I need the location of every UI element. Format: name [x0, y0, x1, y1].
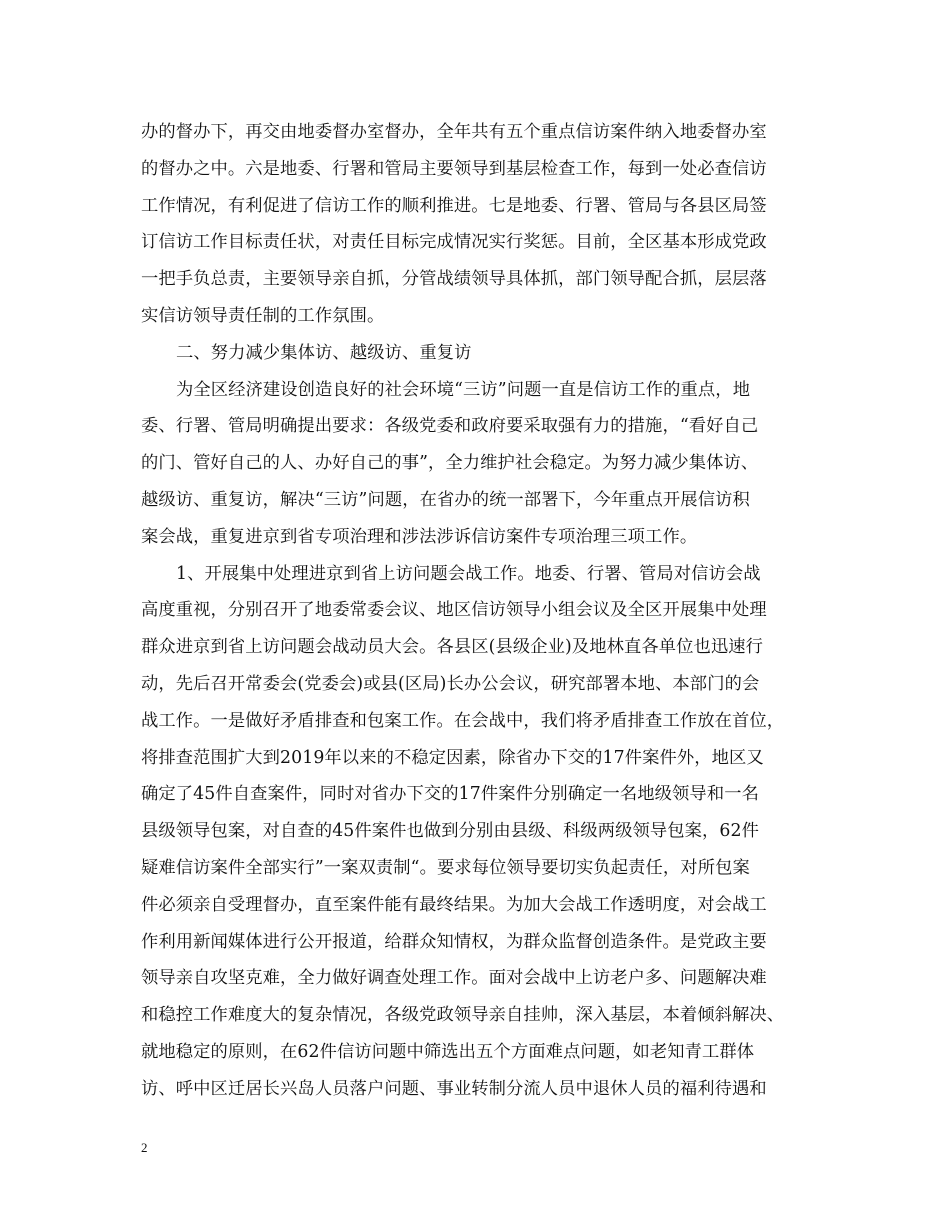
text-line: 动，先后召开常委会(党委会)或县(区局)长办公会议，研究部署本地、本部门的会 — [141, 673, 760, 694]
text-line: 实信访领导责任制的工作氛围。 — [141, 305, 385, 326]
section-heading: 二、努力减少集体访、越级访、重复访 — [176, 342, 472, 363]
text-line: 将排查范围扩大到2019年以来的不稳定因素，除省办下交的17件案件外，地区又 — [141, 747, 764, 768]
text-line: 越级访、重复访，解决“三访”问题，在省办的统一部署下，今年重点开展信访积 — [141, 489, 750, 510]
text-line: 疑难信访案件全部实行”一案双责制“。要求每位领导要切实负起责任，对所包案 — [141, 857, 750, 878]
text-line: 工作情况，有利促进了信访工作的顺利推进。七是地委、行署、管局与各县区局签 — [141, 195, 767, 216]
text-line: 作利用新闻媒体进行公开报道，给群众知情权，为群众监督创造条件。是党政主要 — [141, 931, 767, 952]
body-text — [141, 114, 821, 1108]
text-line: 案会战，重复进京到省专项治理和涉法涉诉信访案件专项治理三项工作。 — [141, 526, 698, 547]
text-line: 领导亲自攻坚克难，全力做好调查处理工作。面对会战中上访老户多、问题解决难 — [141, 968, 767, 989]
text-line: 访、呼中区迁居长兴岛人员落户问题、事业转制分流人员中退休人员的福利待遇和 — [141, 1078, 767, 1099]
text-line: 群众进京到省上访问题会战动员大会。各县区(县级企业)及地林直各单位也迅速行 — [141, 637, 764, 658]
text-line: 办的督办下，再交由地委督办室督办，全年共有五个重点信访案件纳入地委督办室 — [141, 122, 767, 142]
text-line: 县级领导包案，对自查的45件案件也做到分别由县级、科级两级领导包案，62件 — [141, 821, 759, 842]
page-number: 2 — [141, 1140, 148, 1155]
text-line: 委、行署、管局明确提出要求：各级党委和政府要采取强有力的措施，“看好自己 — [141, 416, 759, 437]
text-line: 为全区经济建设创造良好的社会环境“三访”问题一直是信访工作的重点，地 — [176, 379, 751, 400]
text-line: 战工作。一是做好矛盾排查和包案工作。在会战中，我们将矛盾排查工作放在首位， — [141, 710, 785, 731]
text-line: 和稳控工作难度大的复杂情况，各级党政领导亲自挂帅，深入基层，本着倾斜解决、 — [141, 1005, 785, 1026]
text-line: 1、开展集中处理进京到省上访问题会战工作。地委、行署、管局对信访会战 — [176, 563, 761, 584]
text-line: 的门、管好自己的人、办好自己的事”，全力维护社会稳定。为努力减少集体访、 — [141, 453, 759, 474]
text-line: 就地稳定的原则，在62件信访问题中筛选出五个方面难点问题，如老知青工群体 — [141, 1041, 755, 1062]
text-line: 订信访工作目标责任状，对责任目标完成情况实行奖惩。目前，全区基本形成党政 — [141, 232, 767, 253]
text-line: 高度重视，分别召开了地委常委会议、地区信访领导小组会议及全区开展集中处理 — [141, 600, 767, 621]
text-line: 件必须亲自受理督办，直至案件能有最终结果。为加大会战工作透明度，对会战工 — [141, 894, 767, 915]
text-line: 的督办之中。六是地委、行署和管局主要领导到基层检查工作，每到一处必查信访 — [141, 158, 767, 179]
text-line: 一把手负总责，主要领导亲自抓，分管战绩领导具体抓，部门领导配合抓，层层落 — [141, 269, 767, 290]
text-line: 确定了45件自查案件，同时对省办下交的17件案件分别确定一名地级领导和一名 — [141, 784, 759, 805]
